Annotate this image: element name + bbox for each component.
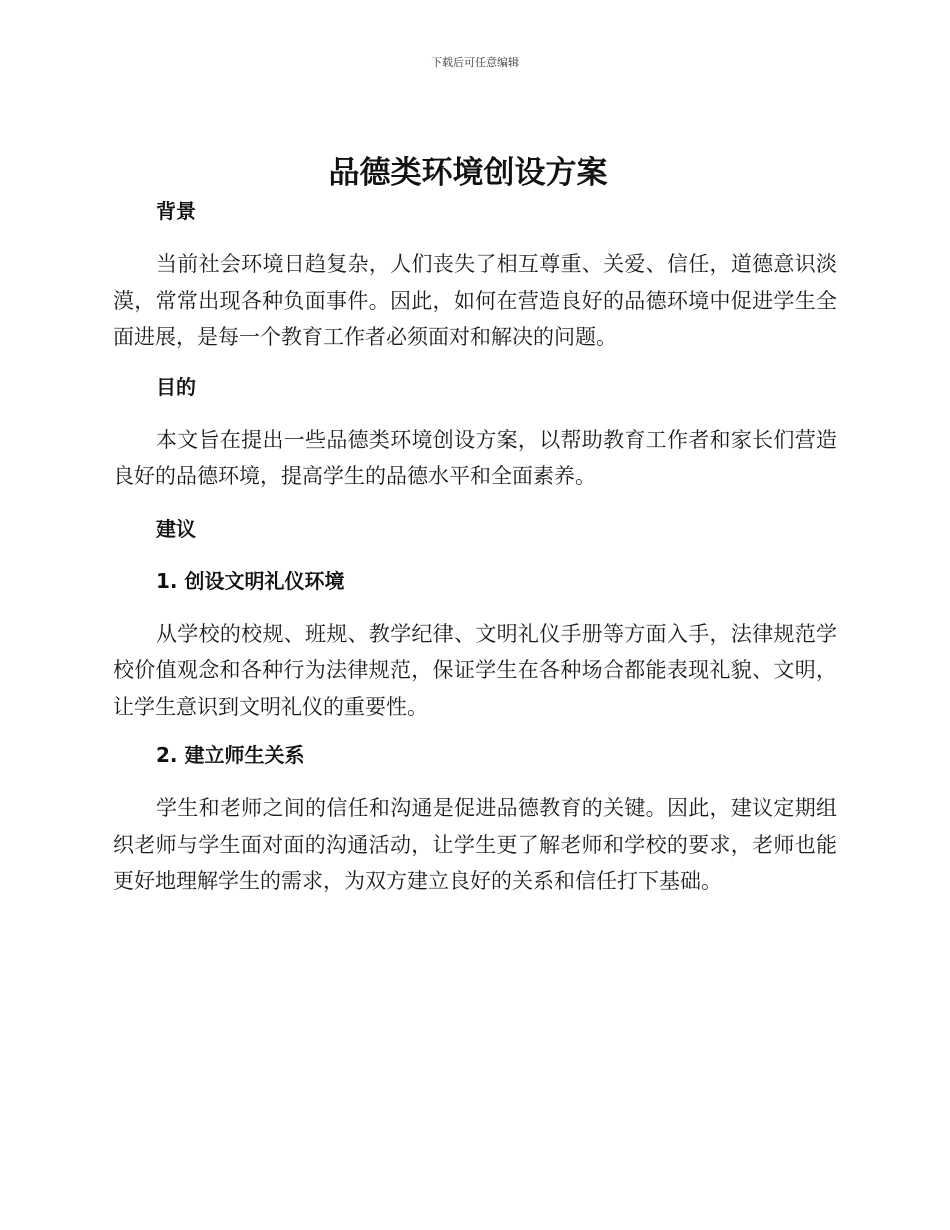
section-heading-suggestions: 建议 (156, 516, 196, 541)
document-body (113, 150, 837, 900)
paragraph-background: 当前社会环境日趋复杂，人们丧失了相互尊重、关爱、信任，道德意识淡漠，常常出现各种负面事件。因此，如何在营造良好的品德环境中促进学生全面进展，是每一个教育工作者必须面对和解决的问题。 (113, 252, 837, 349)
page-header-note: 下载后可任意编辑 (431, 56, 519, 69)
subsection-heading-teacher-student: 2. 建立师生关系 (156, 743, 305, 767)
section-heading-purpose: 目的 (156, 374, 196, 399)
paragraph-etiquette: 从学校的校规、班规、教学纪律、文明礼仪手册等方面入手，法律规范学校价值观念和各种行为法律规范，保证学生在各种场合都能表现礼貌、文明，让学生意识到文明礼仪的重要性。 (113, 621, 837, 719)
paragraph-purpose: 本文旨在提出一些品德类环境创设方案，以帮助教育工作者和家长们营造良好的品德环境，提高学生的品德水平和全面素养。 (113, 427, 837, 488)
section-heading-background: 背景 (156, 199, 196, 223)
paragraph-teacher-student: 学生和老师之间的信任和沟通是促进品德教育的关键。因此，建议定期组织老师与学生面对面的沟通活动，让学生更了解老师和学校的要求，老师也能更好地理解学生的需求，为双方建立良好的关系和信任打下基础。 (113, 796, 837, 893)
document-title: 品德类环境创设方案 (328, 155, 608, 191)
subsection-heading-etiquette: 1. 创设文明礼仪环境 (156, 568, 345, 593)
